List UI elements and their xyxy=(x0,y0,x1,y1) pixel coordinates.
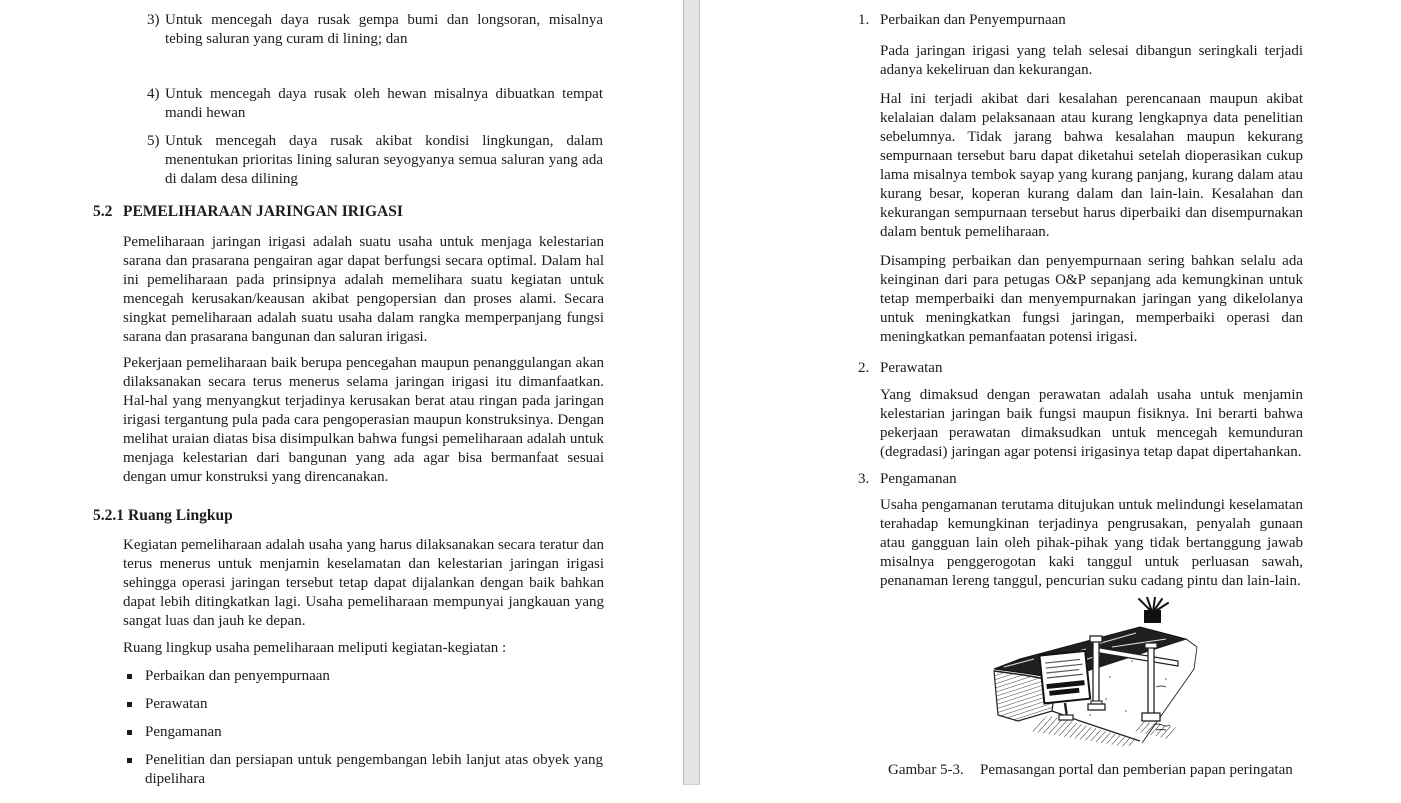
figure-caption xyxy=(888,761,1401,780)
numbered-item-2-heading xyxy=(858,359,1401,378)
body-paragraph: Hal ini terjadi akibat dari kesalahan perencanaan maupun akibat kelalaian dalam pelaksanaan atau kurang lengkapnya data penelitian sebelumnya. Tidak jarang bahwa kesalahan maupun kekurang sempurnaan tersebut baru dapat diketahui setelah dioperasikan cukup lama misalnya tembok sayap yang kurang panjang, kurang dalam atau kurang besar, koperan kurang dalam dan lain-lain. Kesalahan dan kekurangan sempurnaan tersebut harus diperbaiki dan disempurnakan dalam bentuk pemeliharaan. xyxy=(880,91,1303,240)
subsection-number: 5.2.1 xyxy=(93,507,124,524)
page-right xyxy=(700,0,1401,784)
bullet-text: Perbaikan dan penyempurnaan xyxy=(145,668,330,684)
item-number: 3) xyxy=(147,12,160,28)
bullet-text: Perawatan xyxy=(145,696,208,712)
figure-illustration xyxy=(990,597,1200,747)
subsection-heading-5-2-1 xyxy=(93,506,683,525)
figure-caption-label: Gambar 5-3. xyxy=(888,762,964,778)
item-text: Untuk mencegah daya rusak akibat kondisi lingkungan, dalam menentukan prioritas lining saluran seyogyanya semua saluran yang ada di dalam desa dilining xyxy=(165,133,603,187)
bullet-text: Penelitian dan persiapan untuk pengembangan lebih lanjut atas obyek yang dipelihara xyxy=(145,752,603,787)
bullet-marker xyxy=(127,695,145,714)
item-number: 4) xyxy=(147,86,160,102)
body-paragraph: Kegiatan pemeliharaan adalah usaha yang harus dilaksanakan secara teratur dan terus menerus untuk menjamin keselamatan dan kelestarian jaringan irigasi sehingga operasi jaringan tersebut tetap dapat dijalankan dengan baik bahkan dapat lebih ditingkatkan lagi. Usaha pemeliharaan mempunyai jangkauan yang sangat luas dan jauh ke depan. xyxy=(123,537,604,629)
bullet-text: Pengamanan xyxy=(145,724,222,740)
bullet-marker xyxy=(127,751,145,789)
body-paragraph: Disamping perbaikan dan penyempurnaan sering bahkan selalu ada keinginan dari para petugas O&P sepanjang ada kemungkinan untuk tetap memperbaiki dan menyempurnakan jaringan yang dikelolanya untuk meningkatkan fungsi jaringan, memperbaiki operasi dan meningkatkan pemanfaatan potensi irigasi. xyxy=(880,253,1303,345)
figure-caption-text: Pemasangan portal dan pemberian papan peringatan xyxy=(980,762,1293,778)
bullet-item xyxy=(127,751,683,789)
body-paragraph: Pemeliharaan jaringan irigasi adalah suatu usaha untuk menjaga kelestarian sarana dan prasarana pengairan agar dapat berfungsi secara optimal. Dalam hal ini pemeliharaan pada prinsipnya adalah memelihara suatu kegiatan untuk mencegah kerusakan/keausan akibat pengopersian dan proses alami. Secara singkat pemeliharaan adalah suatu usaha dalam rangka memperpanjang fungsi sarana dan prasarana bangunan dan saluran irigasi. xyxy=(123,234,604,345)
list-intro: Ruang lingkup usaha pemeliharaan meliputi kegiatan-kegiatan : xyxy=(123,640,507,656)
item-number: 1. xyxy=(858,12,870,28)
bullet-item xyxy=(127,723,683,742)
item-title: Perbaikan dan Penyempurnaan xyxy=(880,12,1066,28)
item-text: Untuk mencegah daya rusak gempa bumi dan longsoran, misalnya tebing saluran yang curam di lining; dan xyxy=(165,12,603,47)
subsection-title: Ruang Lingkup xyxy=(128,507,233,524)
page-left xyxy=(0,0,683,789)
section-number: 5.2 xyxy=(93,203,113,220)
portal-sketch-drawing xyxy=(990,597,1200,747)
body-paragraph: Yang dimaksud dengan perawatan adalah usaha untuk menjamin kelestarian jaringan baik fungsi maupun fisiknya. Ini berarti bahwa pekerjaan perawatan dimaksudkan untuk mencegah kemunduran (degradasi) jaringan agar potensi irigasinya tetap dapat dipertahankan. xyxy=(880,387,1303,460)
numbered-item-5 xyxy=(147,132,683,189)
item-text: Untuk mencegah daya rusak oleh hewan misalnya dibuatkan tempat mandi hewan xyxy=(165,86,603,121)
bullet-item xyxy=(127,695,683,714)
numbered-item-4 xyxy=(147,85,683,123)
numbered-item-3 xyxy=(147,11,683,49)
page-gutter-divider xyxy=(683,0,700,785)
item-title: Perawatan xyxy=(880,360,943,376)
body-paragraph: Pada jaringan irigasi yang telah selesai dibangun seringkali terjadi adanya kekeliruan dan kekurangan. xyxy=(880,43,1303,78)
bullet-marker xyxy=(127,667,145,686)
body-paragraph: Usaha pengamanan terutama ditujukan untuk melindungi keselamatan terahadap kemungkinan terjadinya pengrusakan, penyalah gunaan atau gangguan lain oleh pihak-pihak yang tidak bertanggung jawab misalnya penggerogotan kaki tanggul untuk perluasan sawah, penanaman lereng tanggul, pencurian suku cadang pintu dan lain-lain. xyxy=(880,497,1303,589)
section-heading-5-2 xyxy=(93,202,683,221)
numbered-item-1-heading xyxy=(858,11,1401,30)
bullet-marker xyxy=(127,723,145,742)
item-number: 3. xyxy=(858,471,870,487)
item-title: Pengamanan xyxy=(880,471,957,487)
section-title: PEMELIHARAAN JARINGAN IRIGASI xyxy=(123,203,403,220)
item-number: 5) xyxy=(147,133,160,149)
body-paragraph: Pekerjaan pemeliharaan baik berupa pencegahan maupun penanggulangan akan dilaksanakan secara terus menerus selama jaringan irigasi itu dimanfaatkan. Hal-hal yang menyangkut terjadinya kerusakan berat atau ringan pada jaringan irigasi tergantung pula pada cara pengoperasian maupun konstruksinya. Dengan melihat uraian diatas bisa disimpulkan bahwa fungsi pemeliharaan adalah untuk menjaga kelestarian dari bangunan yang ada agar bisa bermanfaat sesuai dengan umur konstruksi yang direncanakan. xyxy=(123,355,604,485)
item-number: 2. xyxy=(858,360,870,376)
bullet-item xyxy=(127,667,683,686)
numbered-item-3-heading xyxy=(858,470,1401,489)
